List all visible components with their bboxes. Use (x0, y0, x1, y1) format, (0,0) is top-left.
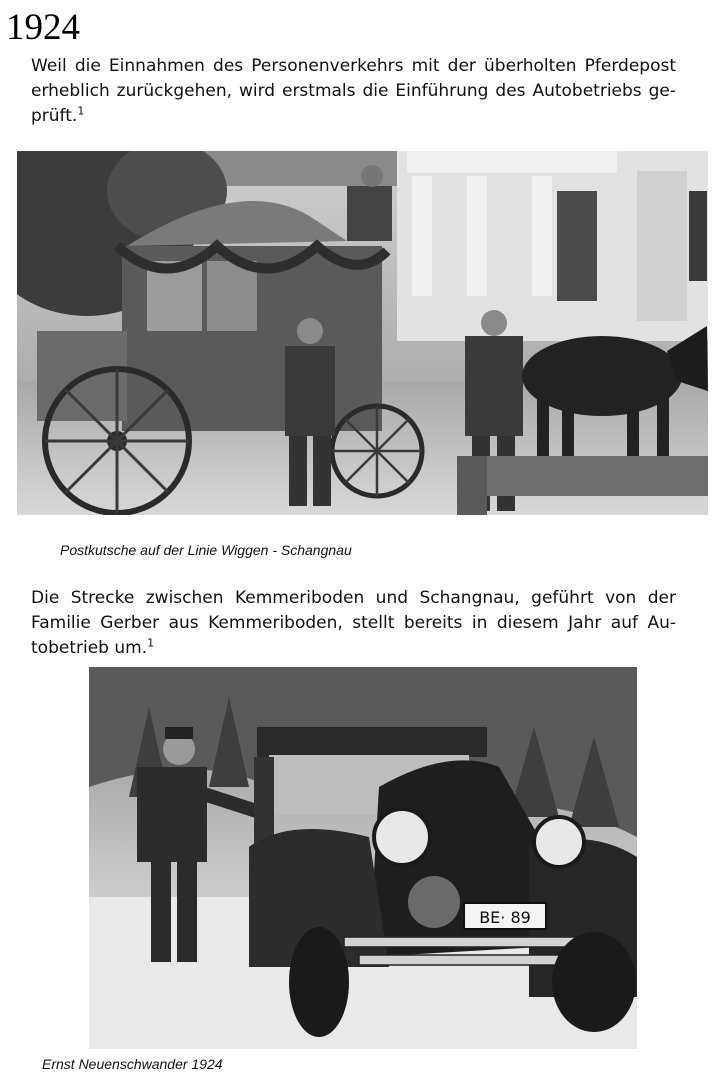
photo-caption: Ernst Neuenschwander 1924 (42, 1056, 223, 1072)
photo-caption: Postkutsche auf der Linie Wiggen - Schangnau (60, 542, 352, 558)
footnote-marker: 1 (77, 104, 85, 118)
paragraph-line: Die Strecke zwischen Kemmeriboden und Schangnau, geführt von der (31, 588, 676, 608)
car-photo-image (89, 667, 637, 1049)
photo-car (89, 667, 637, 1049)
paragraph-line: Familie Gerber aus Kemmeriboden, stellt bereits in diesem Jahr auf Au- (31, 613, 676, 633)
paragraph-line-last (31, 636, 676, 661)
paragraph-line-last (31, 104, 676, 129)
year-heading: 1924 (6, 7, 80, 48)
paragraph-intro (31, 54, 676, 129)
paragraph-line: Weil die Einnahmen des Personenverkehrs mit der überholten Pferdepost (31, 56, 676, 76)
paragraph-route (31, 586, 676, 661)
paragraph-line-text: tobetrieb um. (31, 638, 148, 658)
photo-stagecoach (17, 151, 708, 515)
footnote-marker: 1 (147, 636, 155, 650)
stagecoach-photo-image (17, 151, 708, 515)
paragraph-line: erheblich zurückgehen, wird erstmals die Einführung des Autobetriebs ge- (31, 81, 676, 101)
license-plate-text: BE· 89 (479, 908, 531, 927)
paragraph-line-text: prüft. (31, 106, 78, 126)
